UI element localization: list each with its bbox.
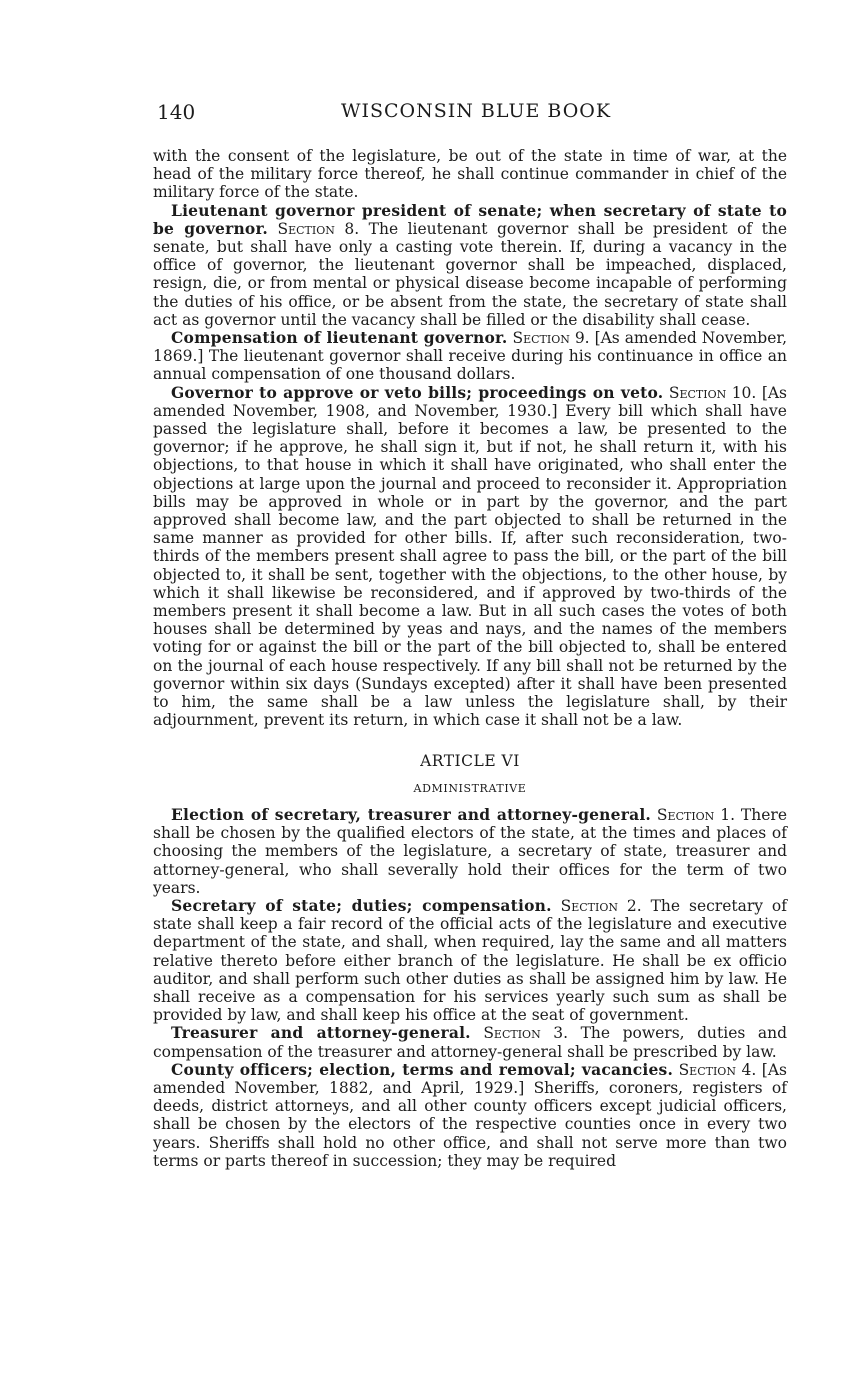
- section-heading: Secretary of state; duties; compensation.: [171, 895, 552, 915]
- section-heading: Election of secretary, treasurer and attorney-general.: [171, 804, 652, 824]
- section-number: Section 3.: [483, 1024, 569, 1043]
- section-paragraph: [153, 329, 787, 384]
- section-number: Section 4.: [678, 1060, 757, 1079]
- section-heading: County officers; election, terms and removal; vacancies.: [171, 1059, 674, 1079]
- section-paragraph: [153, 806, 787, 897]
- page-number: 140: [157, 100, 196, 124]
- section-heading: Treasurer and attorney-general.: [171, 1023, 471, 1043]
- section-number: Section 10.: [668, 383, 757, 402]
- section-number: Section 8.: [277, 219, 360, 238]
- section-paragraph: [153, 202, 787, 329]
- running-title: WISCONSIN BLUE BOOK: [340, 100, 612, 122]
- page-header: [157, 100, 787, 130]
- article-title: ARTICLE VI: [420, 751, 520, 770]
- paragraph-text: There shall be chosen by the qualified electors of the state, at the times and places of choosing the members of the legislature, a secretary of state, treasurer and attorney-general, who shall severally hold their offices for the term of two years.: [153, 805, 787, 897]
- section-number: Section 9.: [512, 329, 590, 348]
- section-heading: Lieutenant governor president of senate; when secretary of state to be governor.: [153, 200, 787, 238]
- paragraph-text: [As amended November, 1908, and November, 1930.] Every bill which shall have passed the legislature shall, before it becomes a law, be presented to the governor; if he approve, he shall sign it, but if not, he shall return it, with his objections, to that house in which it shall have originated, who shall enter the objections at large upon the journal and proceed to reconsider it. Appropriation bills may be approved in whole or in part by the governor, and the part approved shall become law, and the part objected to shall be returned in the same manner as provided for other bills. If, after such reconsideration, two-thirds of the members present shall agree to pass the bill, or the part of the bill objected to, it shall be sent, together with the objections, to the other house, by which it shall likewise be reconsidered, and if approved by two-thirds of the members present it shall become a law. But in all such cases the votes of both houses shall be determined by yeas and nays, and the names of the members voting for or against the bill or the part of the bill objected to, shall be entered on the journal of each house respectively. If any bill shall not be returned by the governor within six days (Sundays excepted) after it shall have been presented to him, the same shall be a law unless the legislature shall, by their adjournment, prevent its return, in which case it shall not be a law.: [153, 383, 788, 730]
- paragraph-text: The lieutenant governor shall be president of the senate, but shall have only a casting vote therein. If, during a vacancy in the office of governor, the lieutenant governor shall be impeached, displaced, resign, die, or from mental or physical disease become incapable of performing the duties of his office, or be absent from the state, the secretary of state shall act as governor until the vacancy shall be filled or the disability shall cease.: [153, 219, 787, 329]
- section-paragraph: [153, 1061, 787, 1170]
- page-body: [153, 147, 787, 1170]
- paragraph-text: with the consent of the legislature, be out of the state in time of war, at the head of the military force thereof, he shall continue commander in chief of the military force of the state.: [153, 147, 787, 202]
- article-subtitle: ADMINISTRATIVE: [413, 781, 527, 795]
- section-paragraph: [153, 384, 787, 730]
- paragraph-text: [As amended November, 1869.] The lieutenant governor shall receive during his continuance in office an annual compensation of one thousand dollars.: [153, 329, 787, 384]
- paragraph-text: The secretary of state shall keep a fair record of the official acts of the legislature and executive department of the state, and shall, when required, lay the same and all matters relative thereto before either branch of the legislature. He shall be ex officio auditor, and shall perform such other duties as shall be assigned him by law. He shall receive as a compensation for his services yearly such sum as shall be provided by law, and shall keep his office at the seat of government.: [153, 896, 787, 1025]
- section-heading: Compensation of lieutenant governor.: [171, 328, 508, 348]
- paragraph-text: The powers, duties and compensation of the treasurer and attorney-general shall be prescribed by law.: [153, 1024, 787, 1061]
- section-paragraph: [153, 897, 787, 1024]
- section-heading: Governor to approve or veto bills; proceedings on veto.: [171, 382, 664, 402]
- section-paragraph: [153, 1024, 787, 1060]
- paragraph-text: [As amended November, 1882, and April, 1929.] Sheriffs, coroners, registers of deeds, district attorneys, and all other county officers except judicial officers, shall be chosen by the electors of the respective counties once in every two years. Sheriffs shall hold no other office, and shall not serve more than two terms or parts thereof in succession; they may be required: [153, 1060, 787, 1170]
- section-number: Section 2.: [560, 896, 642, 915]
- paragraph-continuation: [153, 147, 787, 202]
- section-number: Section 1.: [656, 805, 736, 824]
